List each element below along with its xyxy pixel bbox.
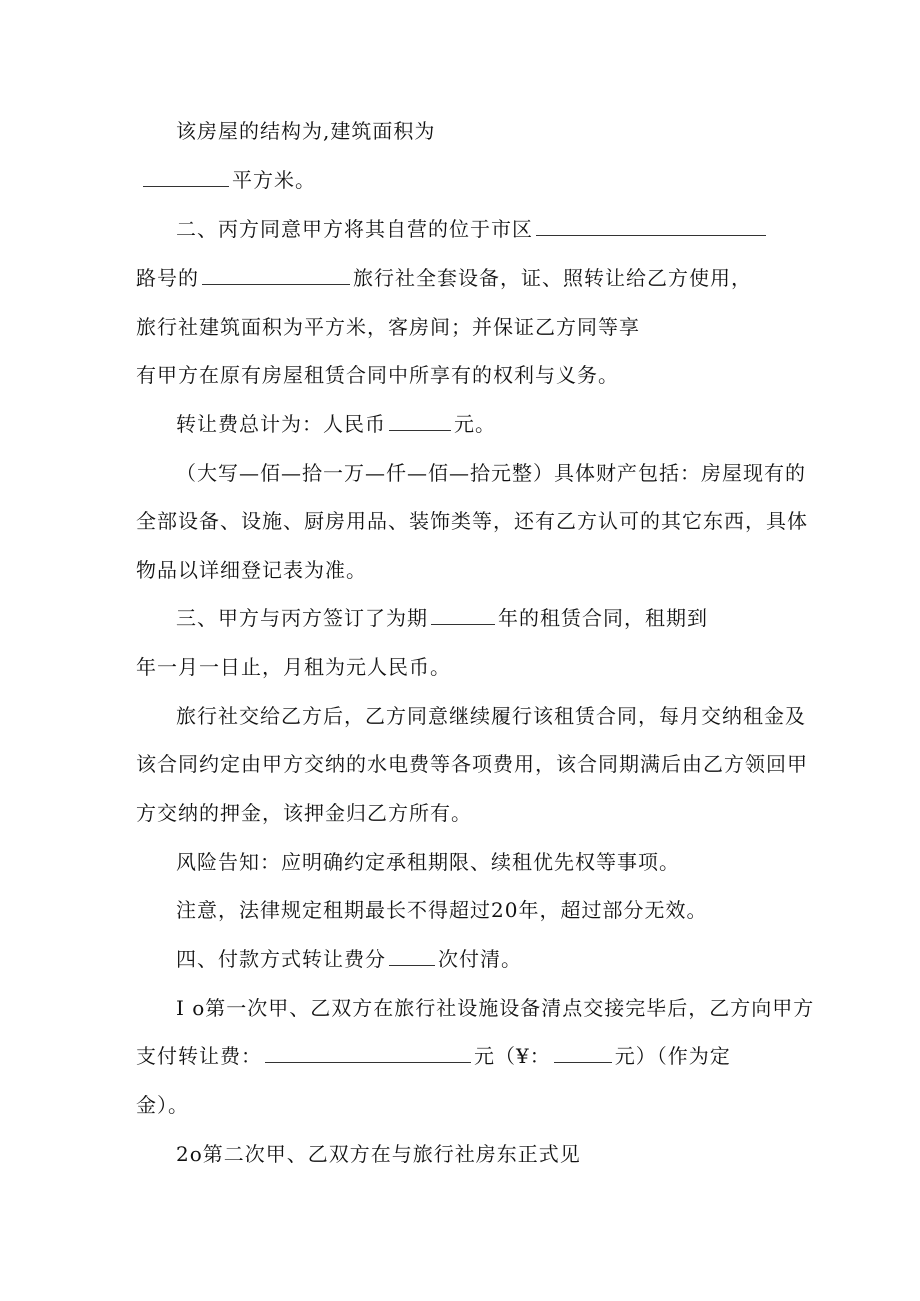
blank-road-field[interactable] <box>202 266 350 285</box>
paragraph-clause-2 <box>176 216 769 242</box>
text: 路号的 <box>136 266 199 290</box>
paragraph-payment-amount <box>136 1043 731 1069</box>
paragraph-payment-2 <box>176 1141 581 1167</box>
paragraph-payment-1 <box>176 995 814 1021</box>
text: 元。 <box>454 412 496 436</box>
text: 全部设备、设施、厨房用品、装饰类等，还有乙方认可的其它东西，具体 <box>136 509 808 533</box>
blank-amount-field[interactable] <box>265 1044 471 1063</box>
paragraph-structure-area <box>176 118 435 144</box>
text: 金）。 <box>136 1093 189 1117</box>
text: 旅行社交给乙方后，乙方同意继续履行该租赁合同，每月交纳租金及 <box>176 704 806 728</box>
text: 四、付款方式转让费分 <box>176 947 386 971</box>
text: 三、甲方与丙方签订了为期 <box>176 606 428 630</box>
text: 旅行社全套设备，证、照转让给乙方使用， <box>353 266 752 290</box>
blank-fee-field[interactable] <box>389 412 451 431</box>
paragraph-handover-1 <box>176 703 806 729</box>
paragraph-lease-end <box>136 654 451 680</box>
text: 有甲方在原有房屋租赁合同中所享有的权利与义务。 <box>136 363 619 387</box>
paragraph-building-area <box>136 314 640 340</box>
paragraph-property-list-2 <box>136 508 808 534</box>
text: 该合同约定由甲方交纳的水电费等各项费用，该合同期满后由乙方领回甲 <box>136 752 808 776</box>
text: 方交纳的押金，该押金归乙方所有。 <box>136 801 472 825</box>
text: 元（¥： <box>474 1044 551 1068</box>
blank-district-field[interactable] <box>536 217 766 236</box>
text: 平方米。 <box>232 168 316 192</box>
text: （大写—佰—拾一万—仟—佰—拾元整）具体财产包括：房屋现有的 <box>176 461 806 485</box>
paragraph-road-number <box>136 265 752 291</box>
paragraph-area-unit <box>140 167 316 193</box>
text: 旅行社建筑面积为平方米，客房间；并保证乙方同等享 <box>136 315 640 339</box>
text: 次付清。 <box>438 947 522 971</box>
paragraph-risk-notice <box>176 849 680 875</box>
paragraph-handover-2 <box>136 751 808 777</box>
paragraph-law-note <box>176 897 707 923</box>
paragraph-property-list-3 <box>136 557 367 583</box>
paragraph-clause-3 <box>176 605 708 631</box>
text: 转让费总计为：人民币 <box>176 412 386 436</box>
text: 2o第二次甲、乙双方在与旅行社房东正式见 <box>176 1142 581 1166</box>
paragraph-rights <box>136 362 619 388</box>
blank-amount-figure-field[interactable] <box>554 1044 612 1063</box>
text: 注意，法律规定租期最长不得超过20年，超过部分无效。 <box>176 898 708 922</box>
blank-years-field[interactable] <box>431 606 495 625</box>
text: I o第一次甲、乙双方在旅行社设施设备清点交接完毕后，乙方向甲方 <box>176 996 815 1020</box>
text: 元）（作为定 <box>614 1044 731 1068</box>
blank-installments-field[interactable] <box>389 947 435 966</box>
text: 风险告知：应明确约定承租期限、续租优先权等事项。 <box>176 850 680 874</box>
blank-area-field[interactable] <box>143 168 229 187</box>
paragraph-clause-4 <box>176 946 522 972</box>
text: 二、丙方同意甲方将其自营的位于市区 <box>176 217 533 241</box>
paragraph-deposit <box>136 1092 189 1118</box>
paragraph-property-list-1 <box>176 460 806 486</box>
text: 年一月一日止，月租为元人民币。 <box>136 655 451 679</box>
text: 该房屋的结构为,建筑面积为 <box>176 119 436 143</box>
text: 年的租赁合同，租期到 <box>498 606 708 630</box>
text: 物品以详细登记表为准。 <box>136 558 367 582</box>
paragraph-transfer-fee <box>176 411 496 437</box>
paragraph-handover-3 <box>136 800 472 826</box>
text: 支付转让费： <box>136 1044 262 1068</box>
